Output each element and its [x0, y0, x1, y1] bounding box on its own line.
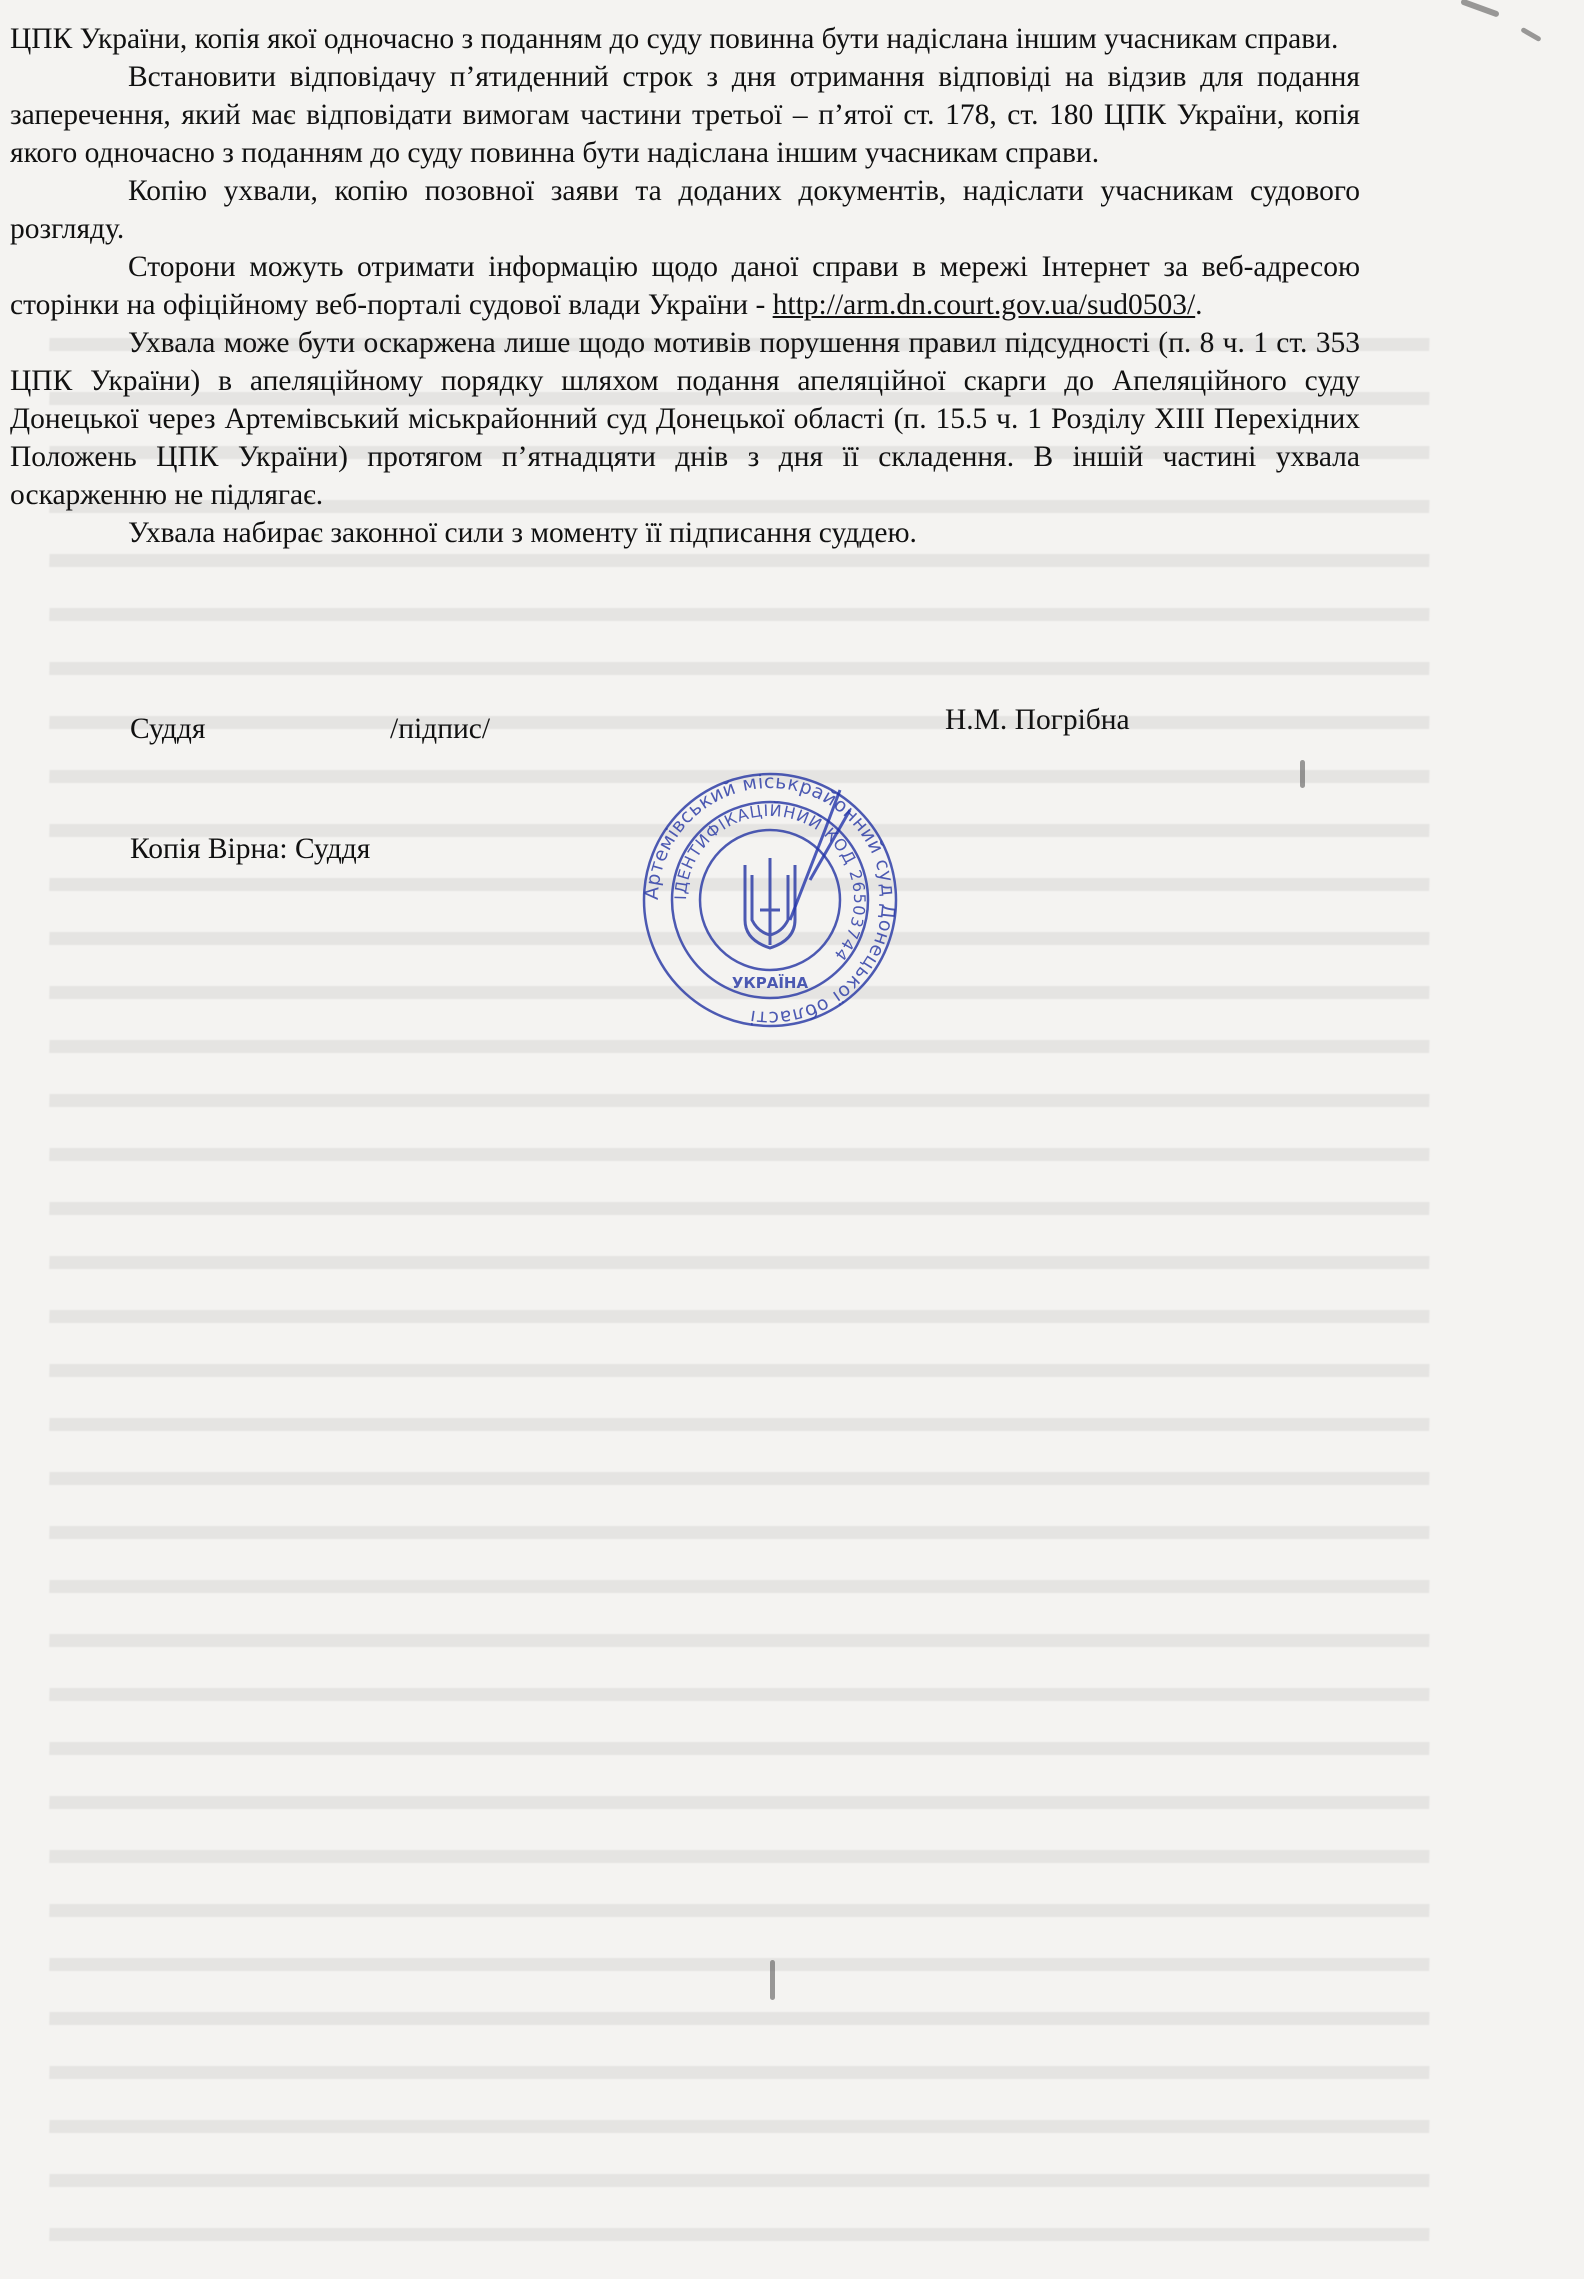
- stamp-bottom-text: УКРАЇНА: [731, 974, 809, 992]
- judge-name: Н.М. Погрібна: [945, 704, 1130, 736]
- scan-mark: [1460, 0, 1500, 18]
- paragraph-text: Сторони можуть отримати інформацію щодо даної справи в мережі Інтернет за веб-адресою сторінки на офіційному веб-порталі судової влади України -: [10, 251, 1360, 321]
- trident-emblem-icon: [745, 858, 795, 948]
- bleed-through-text: [50, 300, 1430, 2279]
- scan-mark: [1300, 760, 1305, 788]
- scan-mark: [770, 1960, 775, 2000]
- paragraph: Встановити відповідачу п’ятиденний строк з дня отримання відповіді на відзив для подання заперечення, який має відповідати вимогам частини третьої – п’ятої ст. 178, ст. 180 ЦПК України, копія якого одночасно з поданням до суду повинна бути надіслана іншим учасникам справи.: [10, 61, 1360, 169]
- court-stamp: [640, 770, 900, 1030]
- copy-certification: Копія Вірна: Суддя: [130, 833, 371, 865]
- stamp-inner-text: ІДЕНТИФІКАЦІЙНИЙ КОД 26503744: [670, 800, 870, 965]
- scan-mark: [1520, 27, 1542, 42]
- paragraph: Ухвала може бути оскаржена лише щодо мотивів порушення правил підсудності (п. 8 ч. 1 ст. 353 ЦПК України) в апеляційному порядку шляхом подання апеляційної скарги до Апеляційного суду Донецької через Артемівський міськрайонний суд Донецької області (п. 15.5 ч. 1 Розділу ХІІІ Перехідних Положень ЦПК України) протягом п’ятнадцяти днів з дня її складення. В іншій частині ухвала оскарженню не підлягає.: [10, 327, 1360, 511]
- paragraph: Копію ухвали, копію позовної заяви та доданих документів, надіслати учасникам судового розгляду.: [10, 175, 1360, 245]
- paragraph: ЦПК України, копія якої одночасно з поданням до суду повинна бути надіслана іншим учасникам справи.: [10, 23, 1339, 55]
- document-body: [10, 20, 1360, 552]
- signature-placeholder: /підпис/: [390, 713, 491, 745]
- judge-label: Суддя: [130, 713, 206, 745]
- period: .: [1195, 289, 1203, 321]
- court-website-link[interactable]: http://arm.dn.court.gov.ua/sud0503/: [772, 289, 1196, 321]
- stamp-outer-text: Артемівський міськрайонний суд Донецької області: [640, 770, 900, 1030]
- paragraph: Ухвала набирає законної сили з моменту її підписання суддею.: [128, 517, 917, 549]
- paragraph: [10, 248, 1360, 324]
